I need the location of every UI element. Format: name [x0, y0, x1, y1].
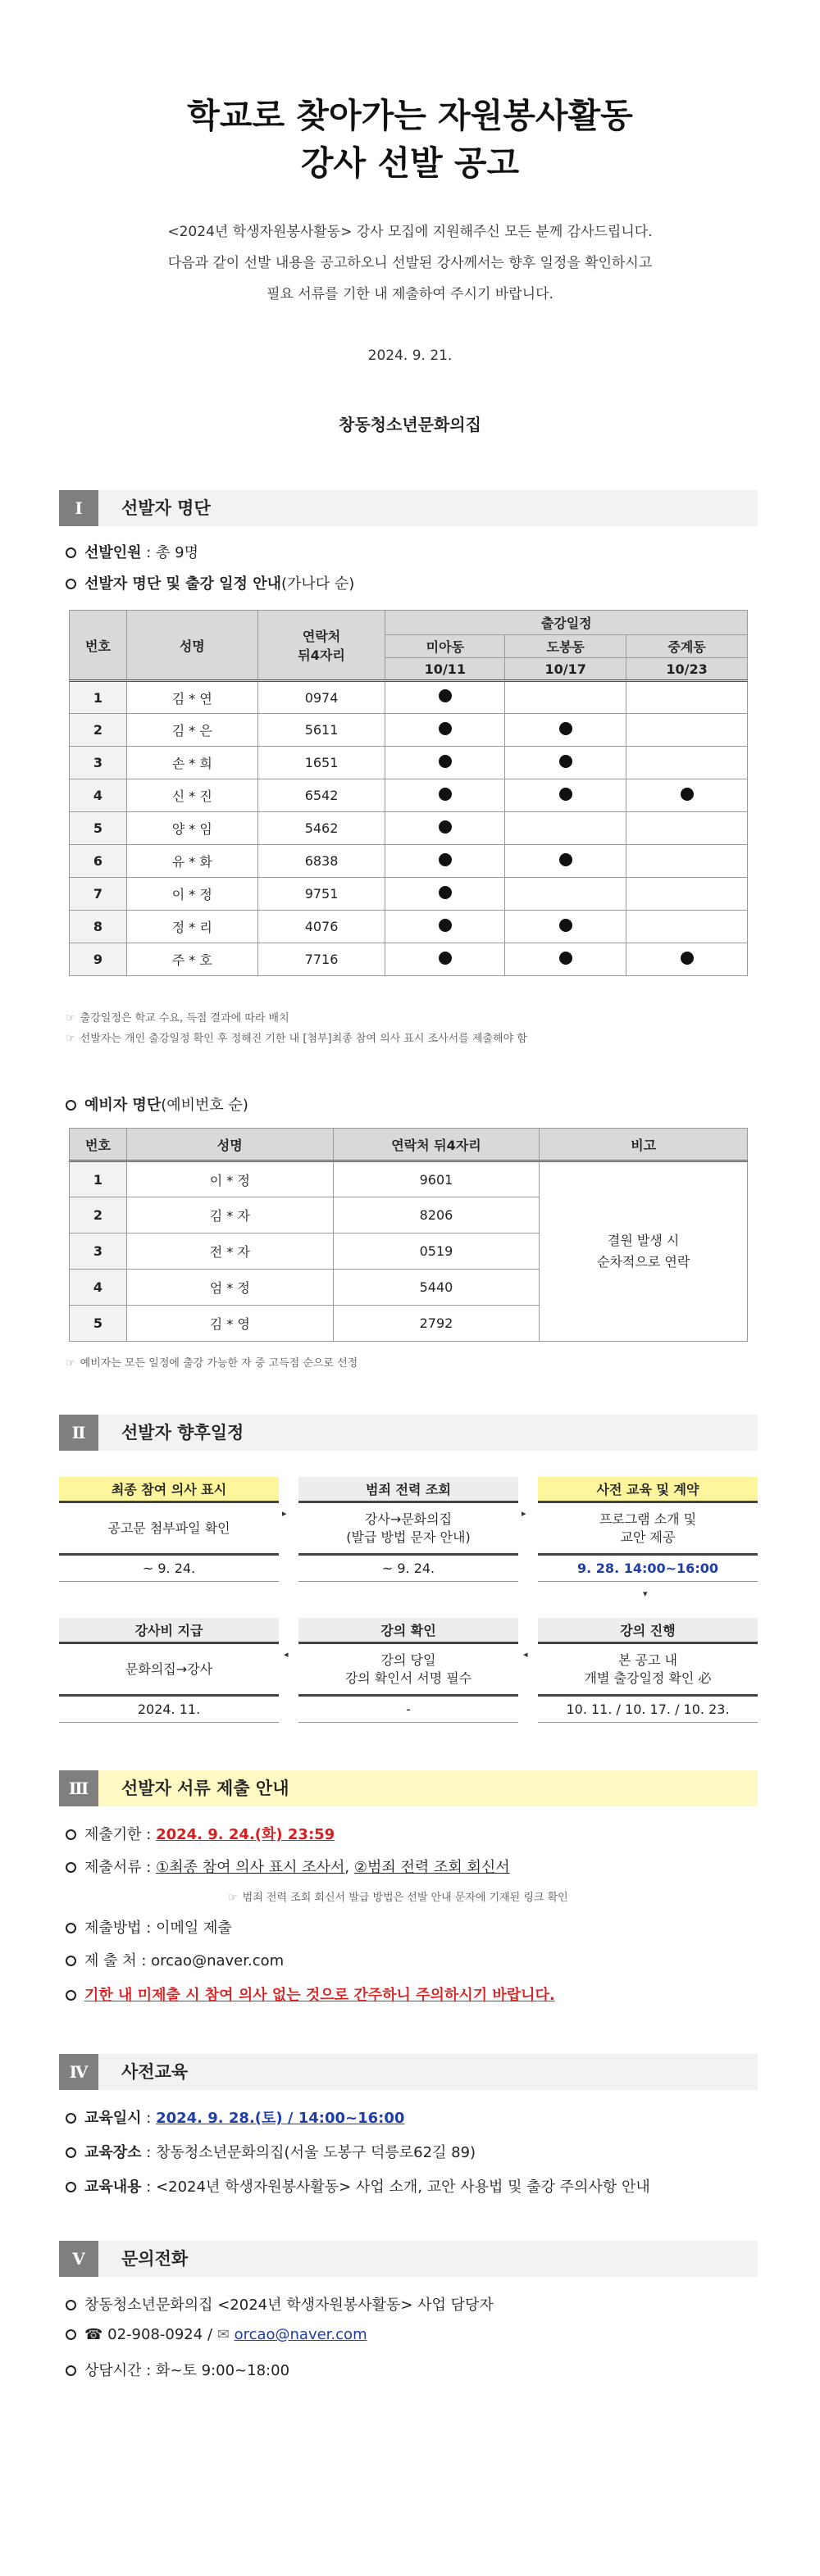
- row-number: 2: [70, 714, 127, 747]
- submit-method: 제출방법 : 이메일 제출: [66, 1916, 232, 1938]
- flow-step: [298, 1618, 518, 1723]
- section-number: Ⅲ: [59, 1770, 98, 1806]
- col-header-schedule: 출강일정: [385, 611, 748, 635]
- row-phone: 5611: [257, 714, 385, 747]
- row-number: 8: [70, 911, 127, 943]
- flow-step-title: 강의 확인: [298, 1618, 518, 1644]
- row-number: 9: [70, 943, 127, 976]
- row-name: 이 * 정: [126, 878, 257, 911]
- schedule-cell: [505, 845, 626, 878]
- row-phone: 4076: [257, 911, 385, 943]
- row-phone: 2792: [333, 1306, 540, 1342]
- row-phone: 9751: [257, 878, 385, 911]
- mail-icon: ✉: [216, 2326, 230, 2343]
- section-title: 선발자 향후일정: [121, 1423, 244, 1442]
- schedule-cell: [385, 681, 505, 714]
- table-row: [70, 911, 748, 943]
- assigned-dot-icon: [559, 952, 572, 965]
- flow-step-date: ~ 9. 24.: [59, 1556, 279, 1582]
- selected-table: [69, 610, 748, 976]
- row-number: 3: [70, 1233, 127, 1270]
- title-line-1: 학교로 찾아가는 자원봉사활동: [187, 96, 633, 135]
- email-link[interactable]: orcao@naver.com: [234, 2326, 367, 2343]
- schedule-cell: [505, 943, 626, 976]
- note-schedule: ☞ 출강일정은 학교 수요, 득점 결과에 따라 배치: [66, 1012, 289, 1024]
- submit-destination: 제 출 처 : orcao@naver.com: [66, 1949, 284, 1970]
- row-phone: 6838: [257, 845, 385, 878]
- col-header-phone: 연락처 뒤4자리: [257, 611, 385, 681]
- assigned-dot-icon: [439, 722, 452, 735]
- row-name: 정 * 리: [126, 911, 257, 943]
- circle-bullet-icon: [66, 1923, 76, 1933]
- schedule-cell: [505, 681, 626, 714]
- schedule-cell: [385, 779, 505, 812]
- pointing-hand-icon: ☞: [66, 1033, 75, 1045]
- table-row: [70, 812, 748, 845]
- circle-bullet-icon: [66, 2182, 76, 2192]
- row-number: 4: [70, 779, 127, 812]
- circle-bullet-icon: [66, 1956, 76, 1966]
- table-row: [70, 943, 748, 976]
- flow-step-title: 최종 참여 의사 표시: [59, 1477, 279, 1503]
- row-number: 3: [70, 747, 127, 779]
- section-number: Ⅰ: [59, 490, 98, 526]
- row-name: 신 * 진: [126, 779, 257, 812]
- schedule-cell: [385, 714, 505, 747]
- flow-step-body: 문화의집→강사: [59, 1644, 279, 1697]
- site-name: 중계동: [626, 635, 748, 658]
- row-phone: 1651: [257, 747, 385, 779]
- schedule-cell: [385, 911, 505, 943]
- assigned-dot-icon: [559, 788, 572, 801]
- flow-arrow-icon: ▸: [522, 1508, 526, 1519]
- education-content: 교육내용 : <2024년 학생자원봉사활동> 사업 소개, 교안 사용법 및 출강 주의사항 안내: [66, 2175, 650, 2197]
- row-number: 5: [70, 1306, 127, 1342]
- reserve-table: [69, 1128, 748, 1342]
- row-name: 김 * 자: [126, 1197, 333, 1233]
- row-phone: 0974: [257, 681, 385, 714]
- row-number: 4: [70, 1270, 127, 1306]
- flow-step-date: -: [298, 1697, 518, 1723]
- table-row: [70, 714, 748, 747]
- site-date: 10/23: [626, 658, 748, 681]
- contact-hours: 상담시간 : 화~토 9:00~18:00: [66, 2359, 289, 2380]
- section-3-header: [59, 1770, 758, 1806]
- note-reserve: ☞ 예비자는 모든 일정에 출강 가능한 자 중 고득점 순으로 선정: [66, 1357, 358, 1370]
- site-date: 10/11: [385, 658, 505, 681]
- assigned-dot-icon: [559, 722, 572, 735]
- assigned-dot-icon: [681, 952, 694, 965]
- assigned-dot-icon: [559, 755, 572, 768]
- row-name: 엄 * 정: [126, 1270, 333, 1306]
- section-4-header: [59, 2054, 758, 2090]
- assigned-dot-icon: [681, 788, 694, 801]
- circle-bullet-icon: [66, 1990, 76, 2001]
- flow-step: [59, 1477, 279, 1582]
- row-name: 전 * 자: [126, 1233, 333, 1270]
- flow-step-title: 강사비 지급: [59, 1618, 279, 1644]
- schedule-cell: [626, 878, 748, 911]
- circle-bullet-icon: [66, 1829, 76, 1840]
- row-name: 주 * 호: [126, 943, 257, 976]
- circle-bullet-icon: [66, 2147, 76, 2158]
- section-number: Ⅴ: [59, 2241, 98, 2277]
- circle-bullet-icon: [66, 1862, 76, 1873]
- schedule-cell: [505, 812, 626, 845]
- phone-icon: ☎: [84, 2326, 103, 2343]
- assigned-dot-icon: [439, 820, 452, 834]
- table-row: [70, 747, 748, 779]
- schedule-cell: [385, 943, 505, 976]
- assigned-dot-icon: [439, 788, 452, 801]
- row-phone: 9601: [333, 1161, 540, 1197]
- flow-step-date: ~ 9. 24.: [298, 1556, 518, 1582]
- row-name: 유 * 화: [126, 845, 257, 878]
- flow-arrow-icon: ◂: [284, 1649, 289, 1660]
- intro-line-2: 다음과 같이 선발 내용을 공고하오니 선발된 강사께서는 향후 일정을 확인하시고: [167, 255, 653, 271]
- row-number: 5: [70, 812, 127, 845]
- row-number: 1: [70, 1161, 127, 1197]
- section-2-header: [59, 1415, 758, 1451]
- schedule-cell: [626, 812, 748, 845]
- row-number: 6: [70, 845, 127, 878]
- schedule-cell: [385, 845, 505, 878]
- flow-arrow-icon: ▸: [282, 1508, 287, 1519]
- row-name: 김 * 연: [126, 681, 257, 714]
- table-row: [70, 1161, 748, 1197]
- row-phone: 0519: [333, 1233, 540, 1270]
- flow-step: [538, 1618, 758, 1723]
- row-name: 양 * 임: [126, 812, 257, 845]
- section-1-header: [59, 490, 758, 526]
- submit-documents: 제출서류 : ①최종 참여 의사 표시 조사서, ②범죄 전력 조회 회신서: [66, 1856, 510, 1877]
- schedule-cell: [626, 943, 748, 976]
- assigned-dot-icon: [439, 853, 452, 866]
- schedule-cell: [505, 779, 626, 812]
- site-name: 미아동: [385, 635, 505, 658]
- row-phone: 6542: [257, 779, 385, 812]
- flow-step-body: 공고문 첨부파일 확인: [59, 1503, 279, 1556]
- flow-step-date: 10. 11. / 10. 17. / 10. 23.: [538, 1697, 758, 1723]
- flow-step-date: 2024. 11.: [59, 1697, 279, 1723]
- flow-step-body: 프로그램 소개 및 교안 제공: [538, 1503, 758, 1556]
- row-phone: 7716: [257, 943, 385, 976]
- selected-count: 선발인원 : 총 9명: [66, 541, 198, 562]
- row-number: 1: [70, 681, 127, 714]
- flow-step-title: 강의 진행: [538, 1618, 758, 1644]
- flow-arrow-icon: ◂: [523, 1649, 528, 1660]
- row-number: 7: [70, 878, 127, 911]
- education-place: 교육장소 : 창동청소년문화의집(서울 도봉구 덕릉로62길 89): [66, 2141, 476, 2162]
- note-submit: ☞ 선발자는 개인 출강일정 확인 후 정해진 기한 내 [첨부]최종 참여 의사 표시 조사서를 제출해야 함: [66, 1033, 527, 1045]
- flow-step-date: 9. 28. 14:00~16:00: [538, 1556, 758, 1582]
- row-phone: 5462: [257, 812, 385, 845]
- assigned-dot-icon: [559, 853, 572, 866]
- documents-note: ☞ 범죄 전력 조회 회신서 발급 방법은 선발 안내 문자에 기재된 링크 확인: [228, 1892, 568, 1904]
- intro-line-3: 필요 서류를 기한 내 제출하여 주시기 바랍니다.: [266, 286, 554, 302]
- row-name: 손 * 희: [126, 747, 257, 779]
- circle-bullet-icon: [66, 2300, 76, 2310]
- reserve-list-heading: 예비자 명단(예비번호 순): [66, 1093, 248, 1115]
- col-header-name: 성명: [126, 1129, 333, 1161]
- section-number: Ⅱ: [59, 1415, 98, 1451]
- schedule-cell: [626, 845, 748, 878]
- col-header-phone: 연락처 뒤4자리: [333, 1129, 540, 1161]
- circle-bullet-icon: [66, 579, 76, 589]
- intro-line-1: <2024년 학생자원봉사활동> 강사 모집에 지원해주신 모든 분께 감사드립니다.: [167, 224, 653, 240]
- flow-step: [538, 1477, 758, 1582]
- assigned-dot-icon: [439, 886, 452, 899]
- row-phone: 8206: [333, 1197, 540, 1233]
- submit-warning: 기한 내 미제출 시 참여 의사 없는 것으로 간주하니 주의하시기 바랍니다.: [66, 1983, 555, 2005]
- section-number: Ⅳ: [59, 2054, 98, 2090]
- assigned-dot-icon: [439, 689, 452, 702]
- flow-step-body: 강사→문화의집 (발급 방법 문자 안내): [298, 1503, 518, 1556]
- assigned-dot-icon: [439, 755, 452, 768]
- schedule-cell: [626, 779, 748, 812]
- education-date: 교육일시 : 2024. 9. 28.(토) / 14:00~16:00: [66, 2106, 404, 2128]
- notice-date: 2024. 9. 21.: [367, 348, 453, 364]
- col-header-name: 성명: [126, 611, 257, 681]
- col-header-no: 번호: [70, 611, 127, 681]
- section-title: 선발자 서류 제출 안내: [121, 1779, 289, 1798]
- row-phone: 5440: [333, 1270, 540, 1306]
- section-title: 선발자 명단: [121, 498, 211, 518]
- pointing-hand-icon: ☞: [66, 1012, 75, 1024]
- schedule-cell: [385, 747, 505, 779]
- schedule-cell: [505, 878, 626, 911]
- contact-phone-email: ☎ 02-908-0924 / ✉ orcao@naver.com: [66, 2326, 367, 2343]
- pointing-hand-icon: ☞: [228, 1892, 238, 1904]
- contact-line: 창동청소년문화의집 <2024년 학생자원봉사활동> 사업 담당자: [66, 2293, 494, 2315]
- col-header-note: 비고: [540, 1129, 748, 1161]
- table-row: [70, 845, 748, 878]
- schedule-cell: [385, 812, 505, 845]
- table-row: [70, 681, 748, 714]
- flow-step: [59, 1618, 279, 1723]
- schedule-cell: [626, 747, 748, 779]
- title-line-2: 강사 선발 공고: [300, 143, 520, 183]
- row-note: 결원 발생 시 순차적으로 연락: [540, 1161, 748, 1342]
- table-row: [70, 779, 748, 812]
- flow-step-title: 사전 교육 및 계약: [538, 1477, 758, 1503]
- site-name: 도봉동: [505, 635, 626, 658]
- schedule-cell: [505, 747, 626, 779]
- submit-deadline: 제출기한 : 2024. 9. 24.(화) 23:59: [66, 1823, 335, 1844]
- schedule-cell: [626, 714, 748, 747]
- row-name: 이 * 정: [126, 1161, 333, 1197]
- circle-bullet-icon: [66, 2329, 76, 2340]
- schedule-cell: [626, 681, 748, 714]
- assigned-dot-icon: [439, 919, 452, 932]
- flow-step-body: 본 공고 내 개별 출강일정 확인 必: [538, 1644, 758, 1697]
- section-title: 문의전화: [121, 2249, 189, 2269]
- schedule-cell: [626, 911, 748, 943]
- assigned-dot-icon: [439, 952, 452, 965]
- selected-list-heading: 선발자 명단 및 출강 일정 안내(가나다 순): [66, 572, 354, 593]
- site-date: 10/17: [505, 658, 626, 681]
- flow-arrow-icon: ▾: [643, 1588, 648, 1599]
- section-title: 사전교육: [121, 2062, 189, 2082]
- row-name: 김 * 영: [126, 1306, 333, 1342]
- flow-step: [298, 1477, 518, 1582]
- circle-bullet-icon: [66, 2365, 76, 2376]
- flow-step-body: 강의 당일 강의 확인서 서명 필수: [298, 1644, 518, 1697]
- col-header-no: 번호: [70, 1129, 127, 1161]
- circle-bullet-icon: [66, 547, 76, 558]
- assigned-dot-icon: [559, 919, 572, 932]
- flow-step-title: 범죄 전력 조회: [298, 1477, 518, 1503]
- phone-number: 02-908-0924: [107, 2326, 203, 2343]
- row-number: 2: [70, 1197, 127, 1233]
- schedule-cell: [505, 714, 626, 747]
- table-row: [70, 878, 748, 911]
- circle-bullet-icon: [66, 2113, 76, 2124]
- circle-bullet-icon: [66, 1100, 76, 1111]
- section-5-header: [59, 2241, 758, 2277]
- organization-name: 창동청소년문화의집: [339, 415, 481, 434]
- pointing-hand-icon: ☞: [66, 1357, 75, 1370]
- schedule-cell: [505, 911, 626, 943]
- schedule-cell: [385, 878, 505, 911]
- row-name: 김 * 은: [126, 714, 257, 747]
